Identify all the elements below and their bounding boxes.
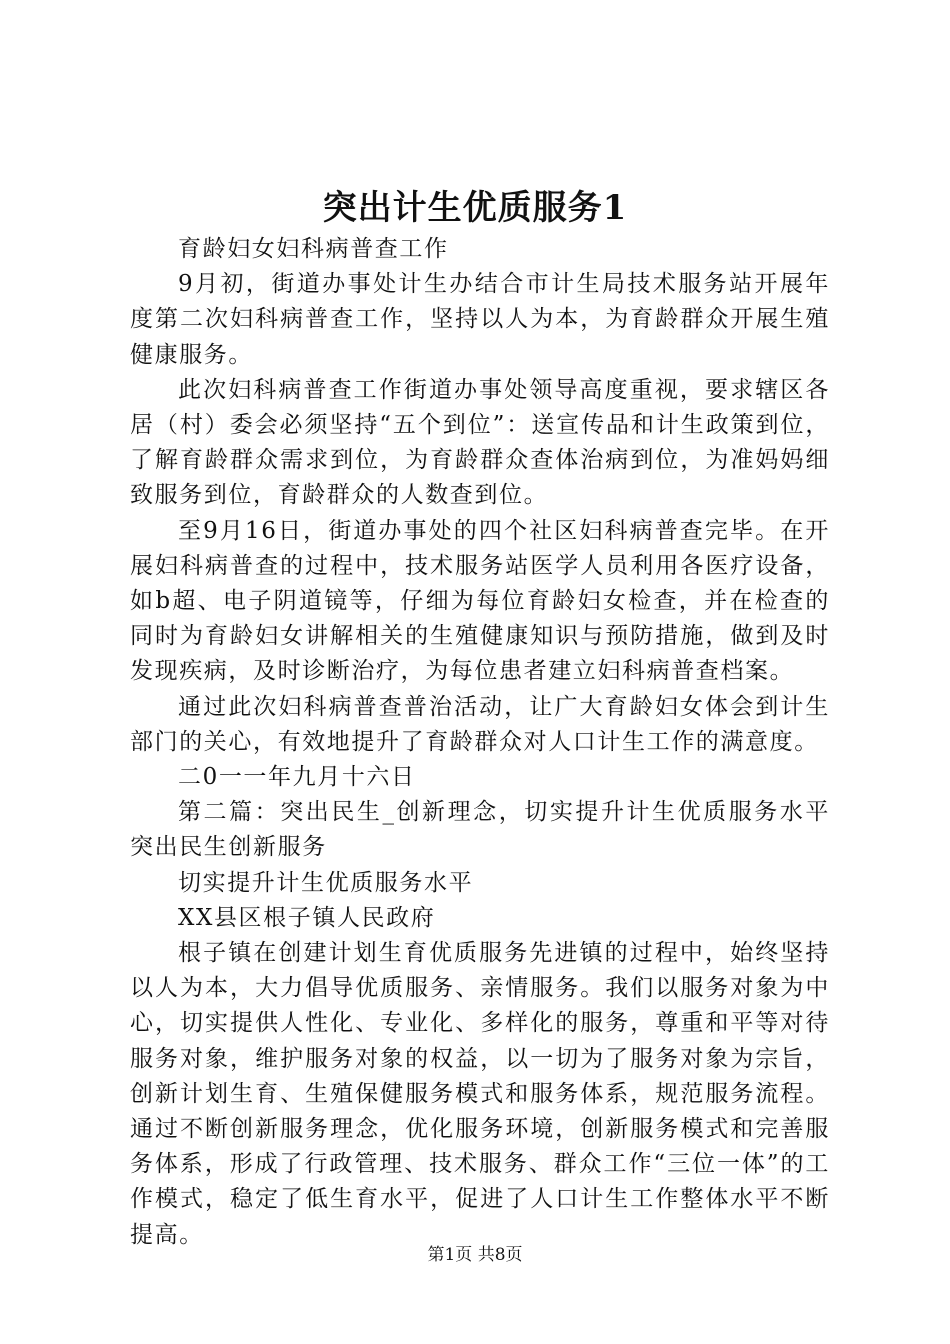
document-body: [130, 232, 830, 1253]
paragraph-september-start: 9月初，街道办事处计生办结合市计生局技术服务站开展年度第二次妇科病普查工作，坚持以人为本，为育龄群众开展生殖健康服务。: [130, 271, 830, 368]
paragraph-subtitle: 切实提升计生优质服务水平: [178, 869, 474, 896]
paragraph-activity-result: 通过此次妇科病普查普治活动，让广大育龄妇女体会到计生部门的关心，有效地提升了育龄群众对人口计生工作的满意度。: [130, 693, 830, 755]
paragraph-second-article-title: 第二篇：突出民生_创新理念，切实提升计生优质服务水平突出民生创新服务: [130, 799, 830, 861]
page-number: 第1页 共8页: [427, 1245, 523, 1265]
paragraph-five-in-place: 此次妇科病普查工作街道办事处领导高度重视，要求辖区各居（村）委会必须坚持“五个到位”：送宣传品和计生政策到位，了解育龄群众需求到位，为育龄群众查体治病到位，为准妈妈细致服务到位，育龄群众的人数查到位。: [130, 376, 830, 509]
document-title: 突出计生优质服务1: [322, 188, 628, 228]
paragraph-genzi-town: 根子镇在创建计划生育优质服务先进镇的过程中，始终坚持以人为本，大力倡导优质服务、亲情服务。我们以服务对象为中心，切实提供人性化、专业化、多样化的服务，尊重和平等对待服务对象，维护服务对象的权益，以一切为了服务对象为宗旨，创新计划生育、生殖保健服务模式和服务体系，规范服务流程。通过不断创新服务理念，优化服务环境，创新服务模式和完善服务体系，形成了行政管理、技术服务、群众工作“三位一体”的工作模式，稳定了低生育水平，促进了人口计生工作整体水平不断提高。: [130, 940, 830, 1248]
paragraph-heading-survey: 育龄妇女妇科病普查工作: [178, 236, 449, 262]
paragraph-date: 二0一一年九月十六日: [178, 764, 416, 791]
paragraph-author: XX县区根子镇人民政府: [178, 904, 436, 931]
paragraph-survey-completion: 至9月16日，街道办事处的四个社区妇科病普查完毕。在开展妇科病普查的过程中，技术服务站医学人员利用各医疗设备，如b超、电子阴道镜等，仔细为每位育龄妇女检查，并在检查的同时为育龄妇女讲解相关的生殖健康知识与预防措施，做到及时发现疾病，及时诊断治疗，为每位患者建立妇科病普查档案。: [130, 517, 830, 685]
